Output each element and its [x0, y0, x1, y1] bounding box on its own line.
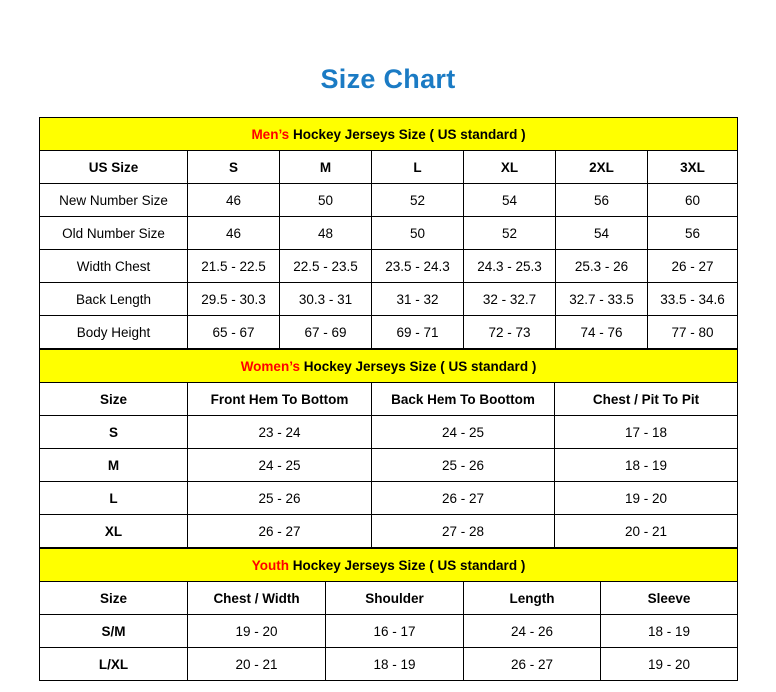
womens-header-accent: Women’s	[240, 358, 300, 374]
mens-col-5: 2XL	[556, 151, 648, 184]
youth-cell-0-0: 19 - 20	[188, 615, 326, 648]
table-row	[40, 515, 738, 548]
youth-col-2: Shoulder	[326, 582, 464, 615]
mens-col-2: M	[280, 151, 372, 184]
mens-cell-1-0: 46	[188, 217, 280, 250]
womens-cell-0-1: 24 - 25	[372, 416, 555, 449]
womens-column-header-row	[40, 383, 738, 416]
mens-col-6: 3XL	[648, 151, 738, 184]
mens-cell-2-5: 26 - 27	[648, 250, 738, 283]
youth-cell-1-1: 18 - 19	[326, 648, 464, 681]
mens-col-4: XL	[464, 151, 556, 184]
table-row	[40, 250, 738, 283]
mens-header-cell	[40, 118, 738, 151]
youth-header-cell	[40, 549, 738, 582]
youth-col-1: Chest / Width	[188, 582, 326, 615]
womens-cell-3-2: 20 - 21	[555, 515, 738, 548]
womens-cell-2-1: 26 - 27	[372, 482, 555, 515]
mens-row-label-4: Body Height	[40, 316, 188, 349]
mens-cell-3-3: 32 - 32.7	[464, 283, 556, 316]
mens-section-header	[40, 118, 738, 151]
mens-row-label-3: Back Length	[40, 283, 188, 316]
womens-cell-3-1: 27 - 28	[372, 515, 555, 548]
mens-cell-2-1: 22.5 - 23.5	[280, 250, 372, 283]
page-title: Size Chart	[320, 64, 456, 94]
womens-col-2: Back Hem To Boottom	[372, 383, 555, 416]
mens-cell-1-4: 54	[556, 217, 648, 250]
youth-header-accent: Youth	[251, 557, 289, 573]
youth-header-rest: Hockey Jerseys Size ( US standard )	[288, 557, 526, 573]
mens-column-header-row	[40, 151, 738, 184]
mens-cell-4-3: 72 - 73	[464, 316, 556, 349]
womens-size-table	[39, 349, 738, 548]
mens-col-1: S	[188, 151, 280, 184]
womens-cell-1-1: 25 - 26	[372, 449, 555, 482]
youth-row-label-0: S/M	[40, 615, 188, 648]
youth-cell-1-3: 19 - 20	[601, 648, 738, 681]
mens-cell-3-4: 32.7 - 33.5	[556, 283, 648, 316]
table-row	[40, 316, 738, 349]
womens-col-3: Chest / Pit To Pit	[555, 383, 738, 416]
mens-cell-4-1: 67 - 69	[280, 316, 372, 349]
mens-cell-3-1: 30.3 - 31	[280, 283, 372, 316]
womens-section-header	[40, 350, 738, 383]
mens-col-0: US Size	[40, 151, 188, 184]
table-row	[40, 615, 738, 648]
table-row	[40, 283, 738, 316]
mens-row-label-0: New Number Size	[40, 184, 188, 217]
womens-cell-1-2: 18 - 19	[555, 449, 738, 482]
table-row	[40, 184, 738, 217]
womens-header-rest: Hockey Jerseys Size ( US standard )	[299, 358, 537, 374]
youth-cell-1-0: 20 - 21	[188, 648, 326, 681]
youth-col-0: Size	[40, 582, 188, 615]
youth-cell-0-1: 16 - 17	[326, 615, 464, 648]
youth-cell-0-3: 18 - 19	[601, 615, 738, 648]
womens-cell-2-0: 25 - 26	[188, 482, 372, 515]
mens-cell-1-2: 50	[372, 217, 464, 250]
womens-cell-0-0: 23 - 24	[188, 416, 372, 449]
table-row	[40, 482, 738, 515]
mens-cell-0-4: 56	[556, 184, 648, 217]
size-chart-container	[39, 117, 737, 681]
youth-column-header-row	[40, 582, 738, 615]
womens-row-label-0: S	[40, 416, 188, 449]
mens-cell-3-2: 31 - 32	[372, 283, 464, 316]
mens-cell-1-1: 48	[280, 217, 372, 250]
mens-cell-0-1: 50	[280, 184, 372, 217]
mens-col-3: L	[372, 151, 464, 184]
mens-cell-3-0: 29.5 - 30.3	[188, 283, 280, 316]
womens-row-label-2: L	[40, 482, 188, 515]
mens-cell-2-4: 25.3 - 26	[556, 250, 648, 283]
table-row	[40, 449, 738, 482]
womens-header-cell	[40, 350, 738, 383]
mens-cell-0-5: 60	[648, 184, 738, 217]
mens-cell-4-4: 74 - 76	[556, 316, 648, 349]
youth-section-header	[40, 549, 738, 582]
mens-cell-0-3: 54	[464, 184, 556, 217]
mens-cell-2-0: 21.5 - 22.5	[188, 250, 280, 283]
womens-row-label-3: XL	[40, 515, 188, 548]
mens-cell-1-3: 52	[464, 217, 556, 250]
mens-cell-1-5: 56	[648, 217, 738, 250]
youth-col-3: Length	[464, 582, 601, 615]
youth-row-label-1: L/XL	[40, 648, 188, 681]
mens-row-label-2: Width Chest	[40, 250, 188, 283]
youth-cell-1-2: 26 - 27	[464, 648, 601, 681]
mens-cell-2-2: 23.5 - 24.3	[372, 250, 464, 283]
table-row	[40, 217, 738, 250]
mens-header-accent: Men’s	[251, 126, 290, 142]
table-row	[40, 416, 738, 449]
mens-cell-2-3: 24.3 - 25.3	[464, 250, 556, 283]
mens-header-rest: Hockey Jerseys Size ( US standard )	[289, 126, 526, 142]
womens-cell-3-0: 26 - 27	[188, 515, 372, 548]
womens-cell-1-0: 24 - 25	[188, 449, 372, 482]
mens-cell-0-0: 46	[188, 184, 280, 217]
mens-size-table	[39, 117, 738, 349]
mens-cell-4-2: 69 - 71	[372, 316, 464, 349]
youth-col-4: Sleeve	[601, 582, 738, 615]
mens-cell-3-5: 33.5 - 34.6	[648, 283, 738, 316]
mens-cell-0-2: 52	[372, 184, 464, 217]
womens-cell-0-2: 17 - 18	[555, 416, 738, 449]
womens-row-label-1: M	[40, 449, 188, 482]
youth-cell-0-2: 24 - 26	[464, 615, 601, 648]
mens-row-label-1: Old Number Size	[40, 217, 188, 250]
mens-cell-4-5: 77 - 80	[648, 316, 738, 349]
womens-cell-2-2: 19 - 20	[555, 482, 738, 515]
youth-size-table	[39, 548, 738, 681]
mens-cell-4-0: 65 - 67	[188, 316, 280, 349]
womens-col-0: Size	[40, 383, 188, 416]
table-row	[40, 648, 738, 681]
womens-col-1: Front Hem To Bottom	[188, 383, 372, 416]
